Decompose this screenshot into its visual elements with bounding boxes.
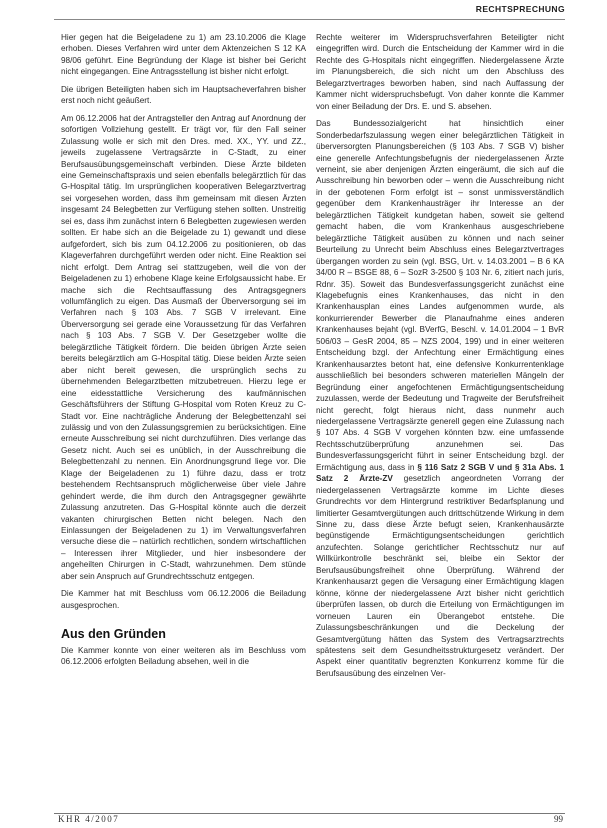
- paragraph: Die Kammer konnte von einer weiteren als im Beschluss vom 06.12.2006 erfolgten Beiladung absehen, weil in die: [61, 645, 306, 667]
- running-header: [0, 0, 607, 24]
- footer-rule: [54, 813, 565, 814]
- paragraph: Am 06.12.2006 hat der Antragsteller den Antrag auf Anordnung der sofortigen Vollziehung gestellt. Er trägt vor, für den Fall seiner Zulassung wolle er sich mit den Dres. med. XX., YY. und ZZ., jeweils zugelassene Vertragsärzte in C-Stadt, zu einer Berufsausübungsgemeinschaft verbinden. Diese Ärzte bildeten eine Gemeinschaftspraxis und seien ebenfalls belegärztlich für das G-Hospital tätig. Im ursprünglichen kooperativen Belegarztvertrag sei vorgesehen worden, dass ihm gemeinsam mit diesen Ärzten insgesamt 24 Belegbetten zur Verfügung stehen sollten. Unstreitig sei es, dass ihm zunächst intern 6 Belegbetten zugewiesen werden sollten. Er habe sich an die Beigelade zu 1) gewandt und diese aufgefordert, sich bis zum 04.12.2006 zu positionieren, ob das Klageverfahren durchgeführt werden oder nicht. Eine Reaktion sei nicht erfolgt. Dem Antrag sei stattzugeben, weil die von der Beigeladenen zu 1) erhobene Klage keine Erfolgsaussicht habe. Er mache sich die Rechtsauffassung des Antragsgegners vollumfänglich zu eigen. Das Ausmaß der Überversorgung sei im Verfahren nach § 103 Abs. 7 SGB V irrelevant. Eine Überversorgung sei gerade eine Voraussetzung für das Verfahren nach § 103 Abs. 7 SGB V. Der Gesetzgeber wollte die belegärztliche Tätigkeit fördern. Die beiden übrigen Ärzte seien bereits belegärztlich am G-Hospital tätig. Diese beiden Ärzte seien aber nicht bereit gewesen, die ursprünglich sechs zu übernehmenden Belegarztbetten mitzubetreuen. Hierzu lege er eine eidesstattliche Versicherung des kaufmännischen Geschäftsführers der Stiftung G-Hospital vom Roten Kreuz zu C-Stadt vor. Eine nachträgliche Änderung der Belegbettenzahl sei zulässig und von den Zulassungsgremien zu berücksichtigen. Eine erneute Ausschreibung sei nicht durchzuführen. Dies verlange das Gesetz nicht. Auch sei es unüblich, in der Ausschreibung die Belegbettenzahl zu nennen. Ein Anordnungsgrund liege vor. Die Klage der Beigeladenen zu 1) führe dazu, dass er trotz bestehendem Rechtsanspruch möglicherweise über viele Jahre gehindert werde, die ihm durch den Antragsgegner gewährte Zulassung anzutreten. Das G-Hospital könnte auch die derzeit vakanten chirurgischen Betten nicht belegen. Nach den Einlassungen der Beigeladenen zu 1) im Verwaltungsverfahren versuche diese die – natürlich rechtlichen, sondern wirtschaftlichen – Interessen ihrer Mitglieder, und hier insbesondere der angeheilten Chirurgen in C-Stadt, wahrzunehmen. Dem stünde aber sein Anspruch auf Grundrechtsschutz entgegen.: [61, 113, 306, 581]
- journal-citation: KHR 4/2007: [58, 814, 120, 824]
- left-column: [61, 32, 306, 674]
- header-rule: [54, 19, 565, 20]
- page-number: 99: [554, 814, 563, 824]
- paragraph-text: Das Bundessozialgericht hat hinsichtlich einer Sonderbedarfszulassung wegen einer belegärztlichen Tätigkeit in überversorgten Planungsbereichen (§ 103 Abs. 7 SGB V) bisher eine generelle Anfechtungsbefugnis der niedergelassenen Ärzte verneint, sie aber denjenigen Ärzten eingeräumt, die sich auf die Ausschreibung hin beworben oder – wenn die Ausschreibung nicht in der gebotenen Form erfolgt ist – sonst unmissverständlich gegenüber dem Krankenhausträger ihr Interesse an der belegärztlichen Tätigkeit kundgetan haben, soweit sie geltend gemacht haben, die vom Krankenhaus ausgeschriebene belegärztliche Tätigkeit ausüben zu können und nach seiner Beurteilung zu Unrecht beim Abschluss eines Belegarztvertrages übergangen worden zu sein (vgl. BSG, Urt. v. 14.03.2001 – B 6 KA 34/00 R – BSGE 88, 6 – SozR 3-2500 § 103 Nr. 6, zitiert nach juris, Rdnr. 35). Soweit das Bundesverfassungsgericht zunächst eine Klagebefugnis eines Krankenhauses, das nicht in den Krankenhausplan eines Landes aufgenommen wurde, als konkurrierender Bewerber die Planaufnahme eines anderen Krankenhauses bejaht (vgl. BVerfG, Beschl. v. 14.01.2004 – 1 BvR 506/03 – GesR 2004, 85 – NZS 2004, 199) und in einer weiteren Entscheidung bzgl. der Anfechtung einer Ermächtigung eines Krankenhausarztes betont hat, eine defensive Konkurrentenklage ausschließlich bei besonders schweren materiellen Mängeln der Begründung einer angefochtenen Ermächtigungsentscheidung zuzulassen, werde der Bedeutung und Tragweite der Berufsfreiheit nicht gerecht, folgt hieraus nicht, dass nunmehr auch niedergelassene Vertragsärzte generell gegen eine Zulassung nach § 107 Abs. 4 SGB V vorgehen könnten bzw. eine umfassende Rechtsschutzüberprüfung anzunehmen sei. Das Bundesverfassungsgericht führt in seiner Entscheidung bzgl. der Ermächtigung aus, dass in: [316, 119, 564, 472]
- paragraph-text: gesetzlich angeordneten Vorrang der niedergelassenen Vertragsärzte komme im Lichte dieses Grundrechts vor dem Hintergrund restriktiver Bedarfsplanung und limitierter Gesamtvergütungen auch drittschützende Wirkung in dem Sinne zu, dass diese Ärzte befugt seien, Krankenhausärzte begünstigende Ermächtigungsentscheidungen gerichtlich anzufechten. Solange gerichtlicher Rechtsschutz nur auf Willkürkontrolle beschränkt sei, bleibe ein Sektor der Berufsausübungsfreiheit ohne Überprüfung. Während der Krankenhausarzt gegen die Versagung einer Ermächtigung klagen könne, könne der niedergelassene Arzt bisher nicht gerichtlich überprüfen lassen, ob durch die Erteilung von Ermächtigungen im vorneuen Lauren ein Überangebot entstehe. Die Zulassungsbeschränkungen und die Deckelung der Gesamtvergütung hätten das System des Vertragsarztrechts spätestens seit dem Gesundheitsstrukturgesetz verändert. Der Aspekt einer quantitativ begrenzten Konkurrenz komme für die Berufsausübung des einzelnen Ver-: [316, 474, 564, 678]
- paragraph: [316, 118, 564, 679]
- section-heading: Aus den Gründen: [61, 627, 166, 642]
- paragraph: Hier gegen hat die Beigeladene zu 1) am 23.10.2006 die Klage erhoben. Dieses Verfahren wird unter dem Aktenzeichen S 12 KA 98/06 geführt. Eine Begründung der Klage ist bisher bei Gericht nicht eingegangen. Eine Antragsstellung ist bisher nicht erfolgt.: [61, 33, 306, 77]
- right-column: [316, 32, 564, 685]
- paragraph: Rechte weiterer im Widerspruchsverfahren Beteiligter nicht eingegriffen wird. Durch die Entscheidung der Kammer wird in die Rechte des G-Hospitals nicht eingegriffen. Niedergelassene Ärzte im Planungsbereich, die sich nicht um den Abschluss des Belegarztvertrages beworben haben, sind nach Auffassung der Kammer nicht widerspruchsbefugt. Von daher konnte die Kammer von einer Beiladung der Drs. E. und S. absehen.: [316, 33, 564, 111]
- paragraph: Die Kammer hat mit Beschluss vom 06.12.2006 die Beiladung ausgesprochen.: [61, 589, 306, 610]
- section-title: RECHTSPRECHUNG: [470, 4, 565, 14]
- paragraph: Die übrigen Beteiligten haben sich im Hauptsacheverfahren bisher erst noch nicht geäußert.: [61, 84, 306, 106]
- statute-reference: § 116 Satz 2 SGB V und § 31a Abs. 1 Satz 2 Ärzte-ZV: [316, 462, 564, 484]
